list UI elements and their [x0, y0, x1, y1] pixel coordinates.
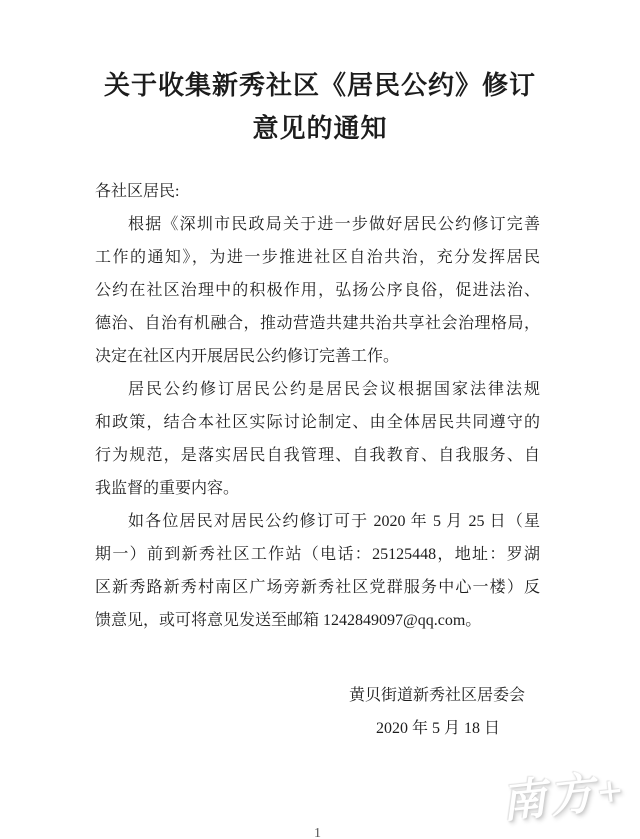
- body-line: 根据《深圳市民政局关于进一步做好居民公约修订完善: [128, 216, 540, 233]
- page-number: 1: [314, 826, 321, 839]
- salutation: 各社区居民:: [95, 183, 180, 200]
- body-line: 我监督的重要内容。: [95, 480, 240, 497]
- body-line: 德治、自治有机融合，推动营造共建共治共享社会治理格局，: [95, 315, 540, 332]
- body-line: 工作的通知》，为进一步推进社区自治共治，充分发挥居民: [95, 249, 540, 266]
- notice-body: [95, 175, 540, 637]
- nanfang-plus-watermark: 南方+: [499, 765, 629, 828]
- body-line: 如各位居民对居民公约修订可于 2020 年 5 月 25 日（星: [128, 513, 540, 530]
- notice-title-line-2: 意见的通知: [252, 114, 388, 143]
- body-line: 期一）前到新秀社区工作站（电话：25125448，地址：罗湖: [95, 546, 540, 563]
- signature-line: 黄贝街道新秀社区居委会: [348, 687, 525, 704]
- date-line: 2020 年 5 月 18 日: [375, 720, 500, 737]
- body-line: 居民公约修订居民公约是居民会议根据国家法律法规: [128, 381, 540, 398]
- body-line: 公约在社区治理中的积极作用，弘扬公序良俗，促进法治、: [95, 282, 540, 299]
- body-line: 馈意见，或可将意见发送至邮箱 1242849097@qq.com。: [95, 612, 482, 629]
- body-line: 行为规范，是落实居民自我管理、自我教育、自我服务、自: [95, 447, 540, 464]
- body-line: 区新秀路新秀村南区广场旁新秀社区党群服务中心一楼）反: [95, 579, 540, 596]
- body-line: 和政策，结合本社区实际讨论制定、由全体居民共同遵守的: [95, 414, 540, 431]
- signature-block: [95, 679, 540, 745]
- body-line: 决定在社区内开展居民公约修订完善工作。: [95, 348, 400, 365]
- notice-title-line-1: 关于收集新秀社区《居民公约》修订: [103, 71, 536, 100]
- notice-title: [0, 0, 640, 150]
